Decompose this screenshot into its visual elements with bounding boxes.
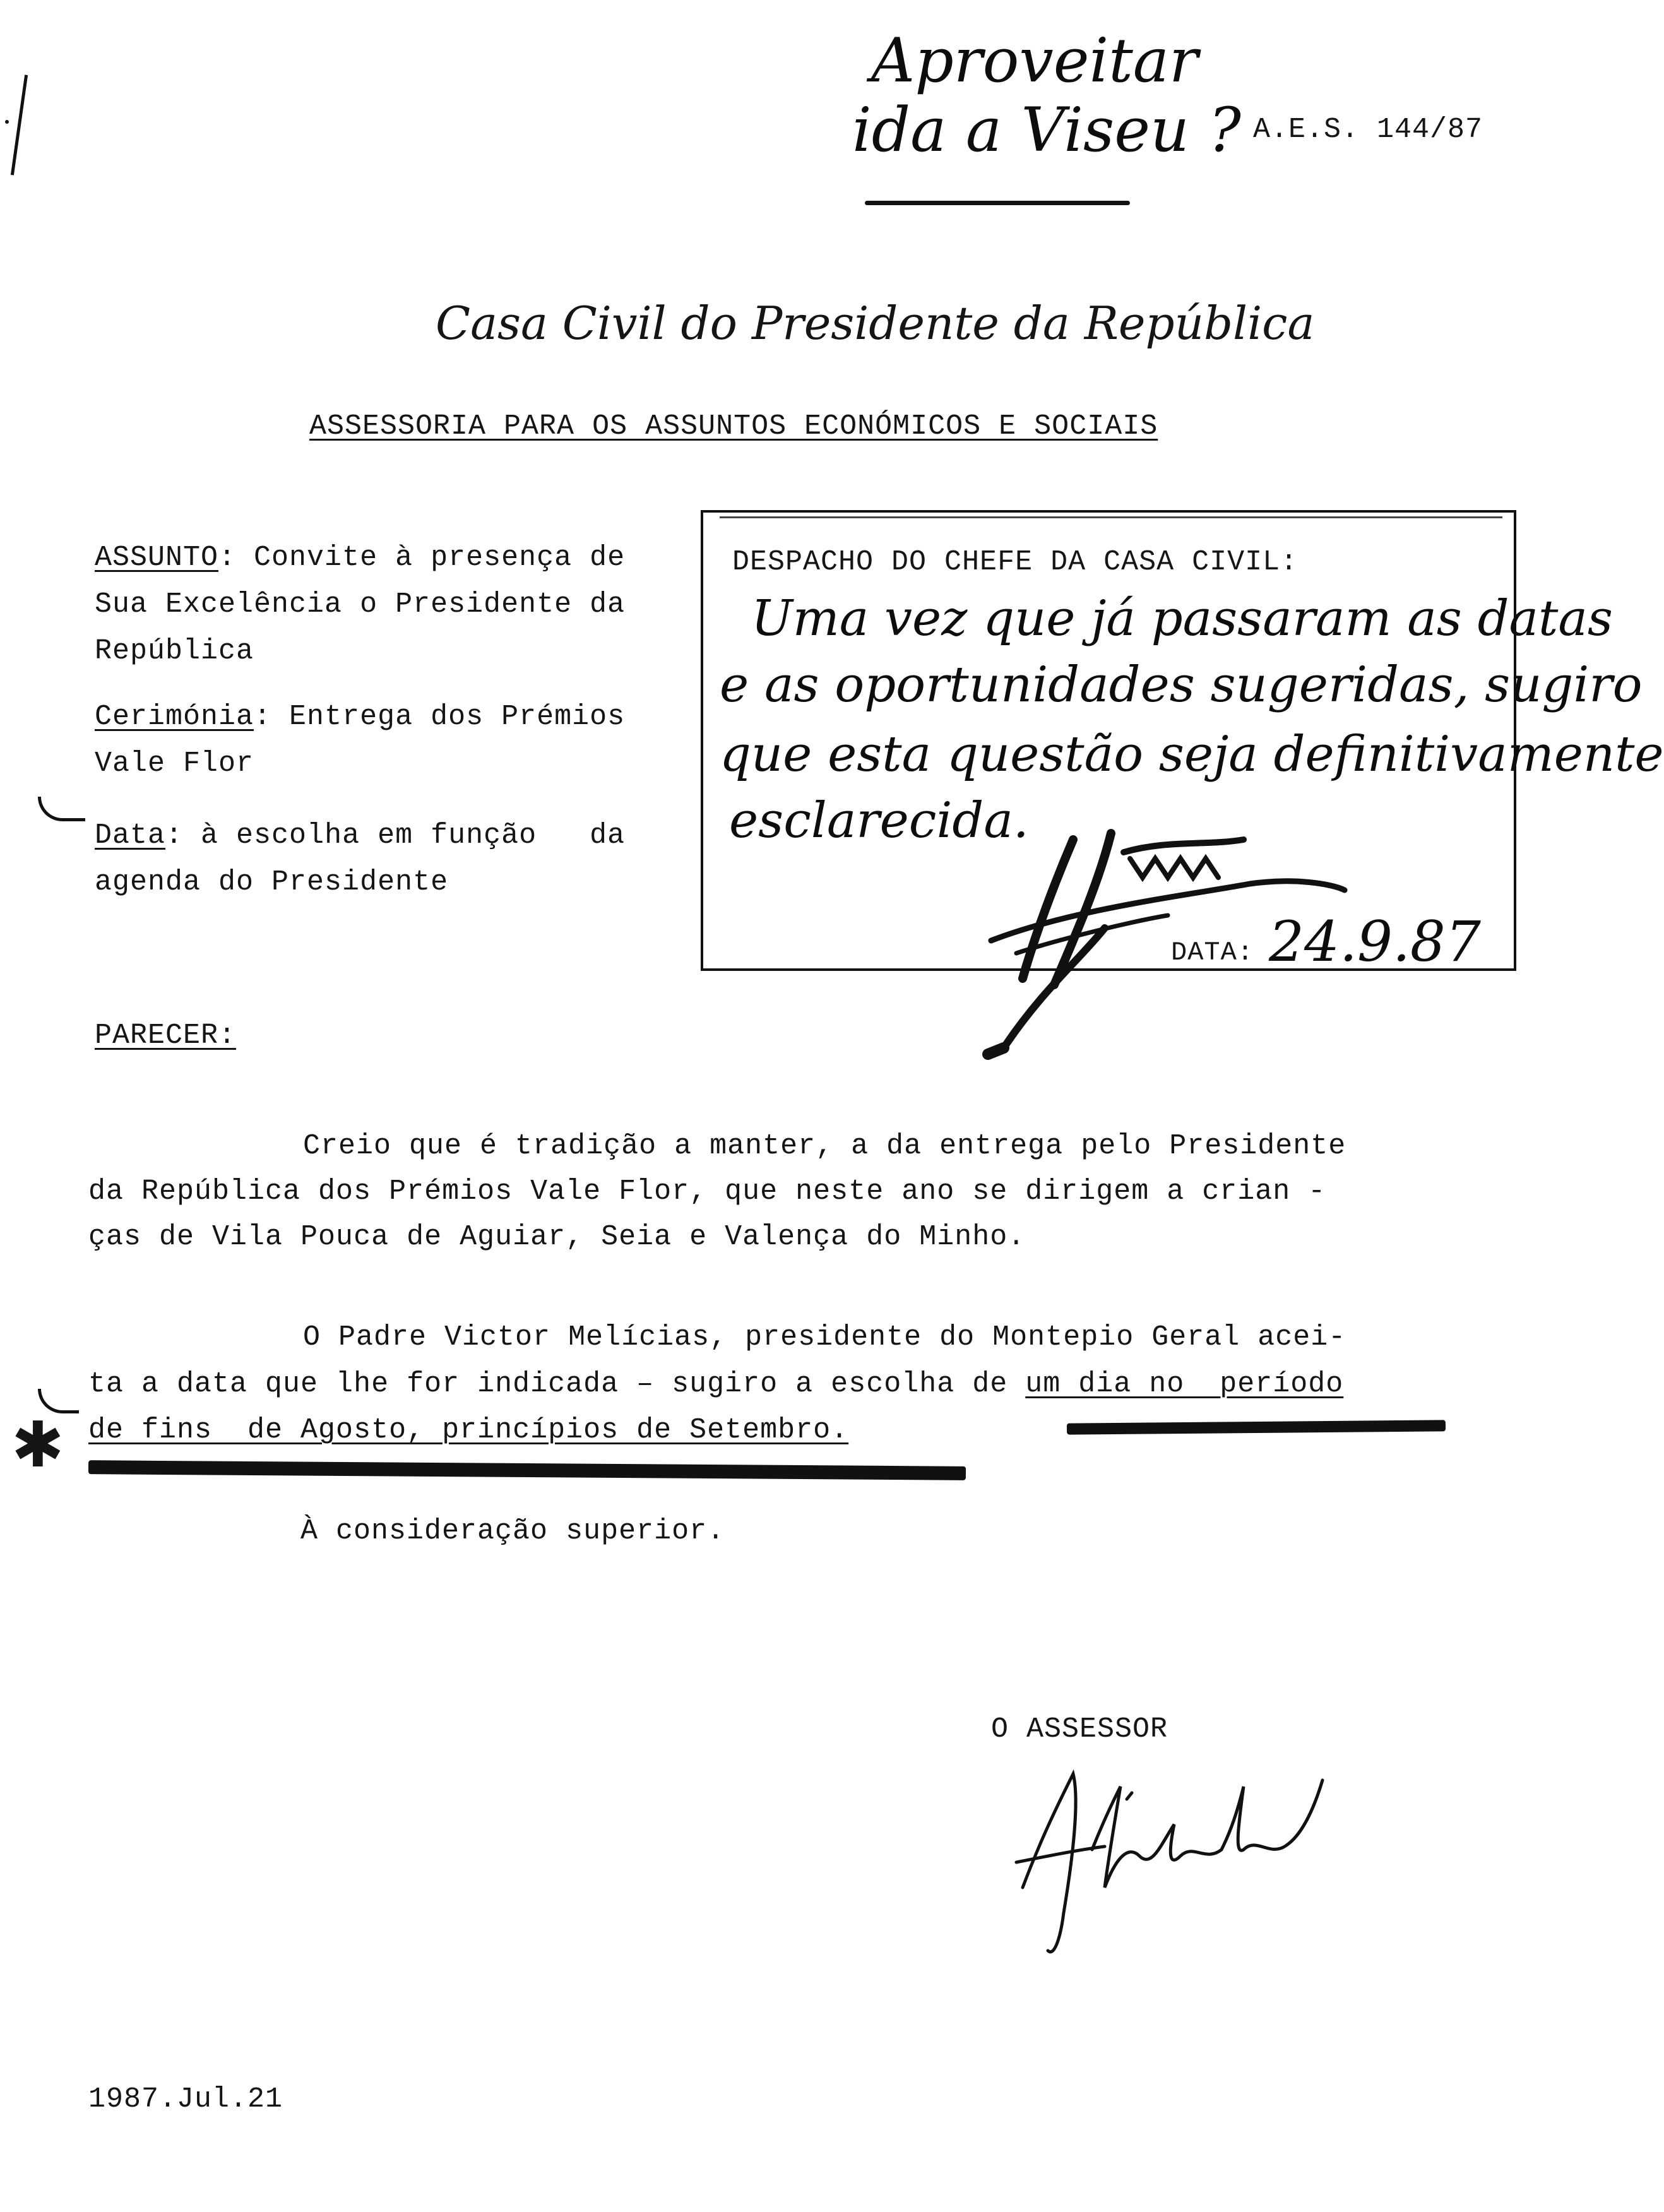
paragraph-1-line-2: da República dos Prémios Vale Flor, que neste ano se dirigem a crian - <box>88 1175 1326 1208</box>
despacho-handwriting-line3: que esta questão seja definitivamente <box>720 726 1664 783</box>
handwritten-emphasis-bar <box>1067 1420 1446 1434</box>
assessor-signature <box>1004 1761 1332 1963</box>
reference-code: A.E.S. 144/87 <box>1253 114 1483 146</box>
despacho-date-value: 24.9.87 <box>1269 909 1481 974</box>
signatory-label: O ASSESSOR <box>991 1713 1168 1745</box>
margin-bracket <box>38 797 85 821</box>
assunto-line <box>95 542 625 574</box>
cerimonia-label: Cerimónia <box>95 701 254 733</box>
cerimonia-text: : Entrega dos Prémios <box>254 701 626 733</box>
margin-stroke <box>11 74 28 175</box>
cerimonia-line-2: Vale Flor <box>95 747 254 780</box>
paragraph-1-line-1: Creio que é tradição a manter, a da entrega pelo Presidente <box>303 1130 1346 1162</box>
handwritten-note-line1: Aproveitar <box>871 25 1198 96</box>
handwritten-note-line2: ida a Viseu ? <box>852 95 1241 165</box>
parecer-heading: PARECER: <box>95 1020 237 1052</box>
handwritten-emphasis-bar-2 <box>88 1460 966 1480</box>
department-heading: ASSESSORIA PARA OS ASSUNTOS ECONÓMICOS E SOCIAIS <box>309 410 1158 443</box>
cerimonia-line <box>95 701 625 733</box>
paragraph-2-line-2 <box>88 1368 1343 1400</box>
despacho-date-label: DATA: <box>1171 937 1254 968</box>
data-line <box>95 819 625 852</box>
paragraph-1-line-3: ças de Vila Pouca de Aguiar, Seia e Valença do Minho. <box>88 1221 1026 1253</box>
margin-asterisk: ✱ <box>11 1408 64 1482</box>
assunto-line-2: Sua Excelência o Presidente da <box>95 588 626 621</box>
data-text: : à escolha em função da <box>165 819 626 852</box>
handwritten-note-underline <box>865 201 1130 205</box>
assunto-label: ASSUNTO <box>95 542 219 574</box>
despacho-handwriting-line1: Uma vez que já passaram as datas <box>751 590 1613 647</box>
assunto-text: : Convite à presença de <box>218 542 626 574</box>
paragraph-2-line-2-underlined: um dia no período <box>1025 1368 1344 1400</box>
closing-line: À consideração superior. <box>300 1515 725 1547</box>
despacho-handwriting-line4: esclarecida. <box>729 792 1029 849</box>
data-label: Data <box>95 819 166 852</box>
paragraph-2-line-3: de fins de Agosto, princípios de Setembro. <box>88 1414 849 1446</box>
despacho-handwriting-line2: e as oportunidades sugeridas, sugiro <box>720 657 1643 713</box>
letterhead: Casa Civil do Presidente da República <box>436 297 1315 350</box>
margin-dot <box>5 120 9 124</box>
assunto-line-3: República <box>95 635 254 667</box>
document-date: 1987.Jul.21 <box>88 2083 283 2115</box>
paragraph-2-line-2-text: ta a data que lhe for indicada – sugiro a escolha de <box>88 1368 1026 1400</box>
paragraph-2-line-1: O Padre Victor Melícias, presidente do Montepio Geral acei- <box>303 1321 1346 1353</box>
data-line-2: agenda do Presidente <box>95 866 449 898</box>
despacho-title: DESPACHO DO CHEFE DA CASA CIVIL: <box>732 546 1299 578</box>
despacho-box-rule <box>720 516 1502 518</box>
